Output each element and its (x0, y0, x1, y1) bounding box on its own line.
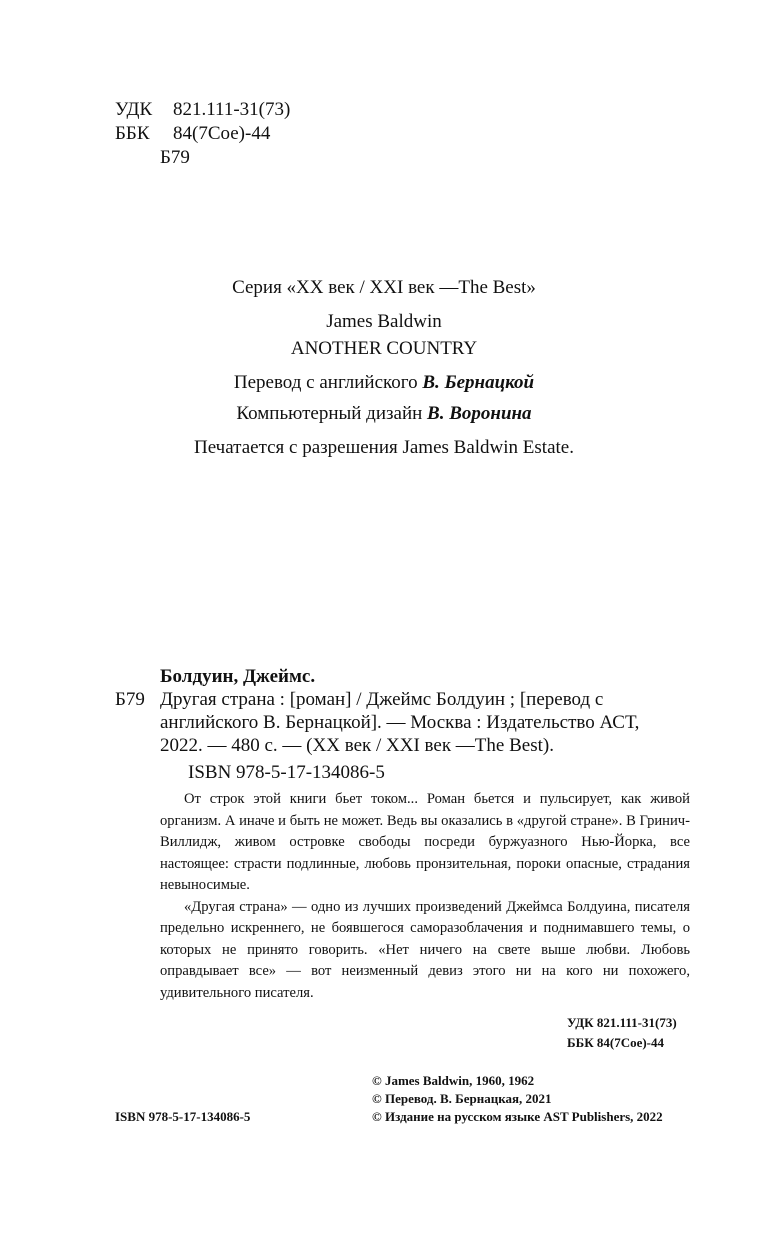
udk-value: 821.111-31(73) (173, 99, 291, 120)
catalog-isbn: ISBN 978-5-17-134086-5 (188, 762, 385, 783)
translator-name: В. Бернацкой (422, 372, 535, 393)
bbk-value: 84(7Сое)-44 (173, 123, 271, 144)
original-author: James Baldwin (326, 311, 442, 332)
index-udk: УДК 821.111-31(73) (567, 1015, 677, 1030)
series-line: Серия «XX век / XXI век —The Best» (232, 277, 536, 298)
annotation-paragraph-2: «Другая страна» — одно из лучших произведений Джеймса Болдуина, писателя предельно искреннего, не боявшегося саморазоблачения и поднимавшего темы, о которых не принято говорить. «Нет ничего на свете выше любви. Любовь оправдывает все» — вот неизменный девиз этого ни на кого ни похожего, удивительного писателя. (160, 898, 690, 1001)
copyright-line-3: © Издание на русском языке AST Publishers, 2022 (372, 1109, 663, 1124)
copyright-line-1: © James Baldwin, 1960, 1962 (372, 1073, 535, 1088)
bottom-isbn: ISBN 978-5-17-134086-5 (115, 1109, 251, 1124)
author-mark: Б79 (160, 147, 190, 168)
catalog-mark: Б79 (115, 689, 145, 710)
index-bbk: ББК 84(7Сое)-44 (567, 1035, 665, 1050)
original-title: ANOTHER COUNTRY (290, 338, 478, 359)
annotation (160, 789, 690, 1004)
translation-credit (0, 372, 768, 394)
design-credit (0, 403, 768, 425)
catalog-line-2: английского В. Бернацкой]. — Москва : Издательство АСТ, (160, 712, 640, 733)
translation-prefix: Перевод с английского (233, 372, 418, 393)
permission-line: Печатается с разрешения James Baldwin Estate. (194, 437, 574, 458)
udk-line (115, 98, 290, 121)
catalog-line-3: 2022. — 480 с. — (XX век / XXI век —The Best). (160, 735, 554, 756)
catalog-line-1: Другая страна : [роман] / Джеймс Болдуин ; [перевод с (160, 689, 604, 710)
bbk-line (115, 122, 270, 145)
bbk-label: ББК (115, 123, 150, 144)
copyright-line-2: © Перевод. В. Бернацкая, 2021 (372, 1091, 552, 1106)
designer-name: В. Воронина (427, 403, 532, 424)
design-prefix: Компьютерный дизайн (236, 403, 423, 424)
annotation-paragraph-1: От строк этой книги бьет током... Роман бьется и пульсирует, как живой организм. А иначе и быть не может. Ведь вы оказались в «другой стране». В Гринич-Виллидж, живом островке свободы посреди буржуазного Нью-Йорка, все настоящее: страсти подлинные, любовь пронзительная, пороки опасные, страдания невыносимые. (160, 791, 690, 893)
udk-label: УДК (115, 99, 153, 120)
catalog-heading: Болдуин, Джеймс. (160, 666, 316, 687)
